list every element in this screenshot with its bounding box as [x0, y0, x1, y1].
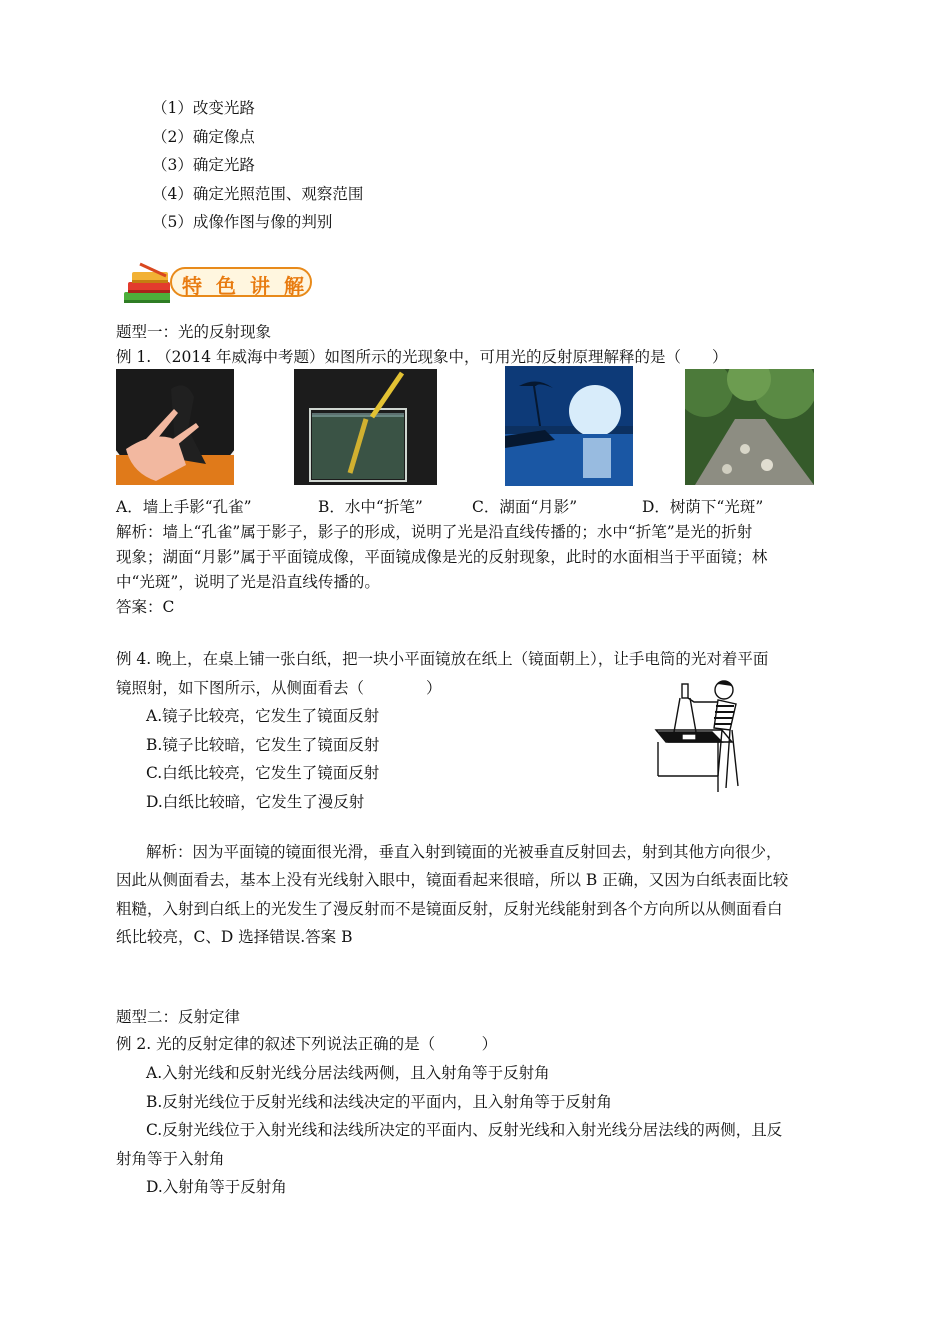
- analysis-text: 现象；湖面“月影”属于平面镜成像，平面镜成像是光的反射现象，此时的水面相当于平面镜；林: [116, 548, 768, 566]
- option-a: A．墙上手影“孔雀”: [116, 498, 252, 516]
- choice-a: A.镜子比较亮，它发生了镜面反射: [146, 707, 380, 725]
- tree-shade-path-image: [685, 369, 814, 485]
- list-item: （3）确定光路: [152, 156, 255, 174]
- analysis-text: 解析：墙上“孔雀”属于影子，影子的形成，说明了光是沿直线传播的；水中“折笔”是光的折射: [116, 523, 753, 541]
- answer-text: 答案：C: [116, 598, 175, 616]
- list-item: （2）确定像点: [152, 128, 255, 146]
- list-item: （5）成像作图与像的判别: [152, 213, 333, 231]
- choice-a: A.入射光线和反射光线分居法线两侧，且入射角等于反射角: [146, 1064, 550, 1082]
- choice-b: B.反射光线位于反射光线和法线决定的平面内，且入射角等于反射角: [146, 1093, 612, 1111]
- list-item: （4）确定光照范围、观察范围: [152, 185, 364, 203]
- banner-title: 特色讲解: [182, 274, 318, 298]
- choice-d: D.入射角等于反射角: [146, 1178, 287, 1196]
- example-question: 镜照射，如下图所示，从侧面看去（ ）: [116, 679, 442, 697]
- option-c: C．湖面“月影”: [472, 498, 578, 516]
- analysis-text: 纸比较亮，C、D 选择错误.答案 B: [116, 928, 353, 946]
- analysis-text: 粗糙，入射到白纸上的光发生了漫反射而不是镜面反射，反射光线能射到各个方向所以从侧面看白: [116, 900, 783, 918]
- example-question: 例 2. 光的反射定律的叙述下列说法正确的是（ ）: [116, 1035, 498, 1053]
- option-d: D．树荫下“光斑”: [642, 498, 764, 516]
- analysis-text: 因此从侧面看去，基本上没有光线射入眼中，镜面看起来很暗，所以 B 正确，又因为白纸表面比较: [116, 871, 789, 889]
- option-b: B．水中“折笔”: [318, 498, 423, 516]
- choice-b: B.镜子比较暗，它发生了镜面反射: [146, 736, 380, 754]
- flashlight-mirror-illustration: [652, 680, 770, 792]
- example-question: 例 1. （2014 年威海中考题）如图所示的光现象中，可用光的反射原理解释的是（ ）: [116, 348, 728, 366]
- analysis-text: 解析：因为平面镜的镜面很光滑，垂直入射到镜面的光被垂直反射回去，射到其他方向很少，: [146, 843, 782, 861]
- choice-c: C.反射光线位于入射光线和法线所决定的平面内、反射光线和入射光线分居法线的两侧，且反: [146, 1121, 783, 1139]
- analysis-text: 中“光斑”，说明了光是沿直线传播的。: [116, 573, 380, 591]
- example-question: 例 4. 晚上，在桌上铺一张白纸，把一块小平面镜放在纸上（镜面朝上），让手电筒的光对着平面: [116, 650, 769, 668]
- moon-reflection-image: [505, 366, 633, 486]
- section-banner: [120, 262, 320, 308]
- choice-d: D.白纸比较暗，它发生了漫反射: [146, 793, 365, 811]
- section-heading: 题型二：反射定律: [116, 1008, 241, 1026]
- choice-c: C.白纸比较亮，它发生了镜面反射: [146, 764, 380, 782]
- pencil-in-water-image: [294, 369, 437, 485]
- list-item: （1）改变光路: [152, 99, 255, 117]
- choice-c-continued: 射角等于入射角: [116, 1150, 225, 1168]
- hand-shadow-image: [116, 369, 234, 485]
- section-heading: 题型一：光的反射现象: [116, 323, 272, 341]
